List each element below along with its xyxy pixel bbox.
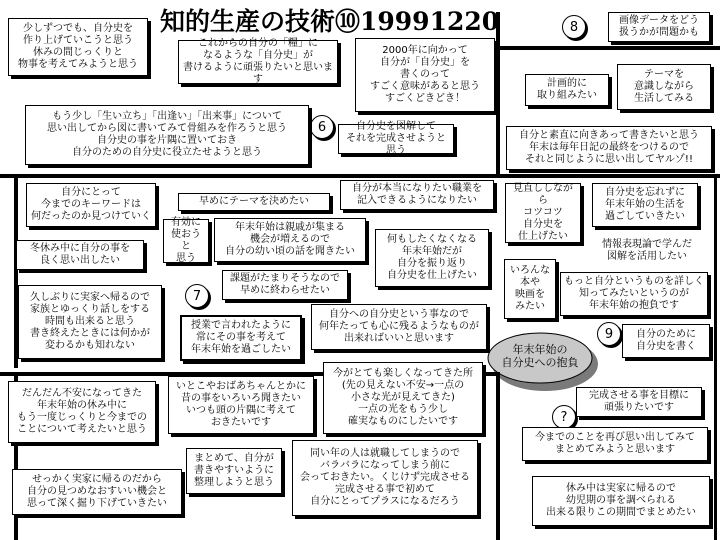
- note-box-highlighted: 授業で言われたように 常にその事を考えて 年末年始を過ごしたい: [180, 315, 302, 361]
- note-box: 情報表現論で学んだ 図解を活用したい: [588, 236, 706, 266]
- note-box: いろんな 本や 映画を みたい: [504, 259, 556, 319]
- note-box: 自分にとって 今までのキーワードは 何だったのか見つけていく: [26, 183, 156, 227]
- note-box: 久しぶりに実家へ帰るので 家族とゆっくり話しをする 時間も出来ると思う 書き終えたときには何かが 変わるかも知れない: [18, 285, 162, 359]
- marker-7: 7: [185, 284, 209, 308]
- note-box: 見直ししながら コツコツ 自分史を 仕上げたい: [505, 183, 581, 243]
- page-title: 知的生産の技術⑩19991220: [160, 7, 500, 36]
- note-box: いとこやおばあちゃんとかに 昔の事をいろいろ聞きたい いつも頭の片隅に考えて おきたいです: [168, 376, 314, 434]
- note-box: もう少し「生い立ち」「出逢い」「出来事」について 思い出してから図に書いてみて骨組みを作ろうと思う 自分史の事を片隅に置いておき 自分のための自分史に役立たせようと思う: [25, 105, 309, 165]
- note-box: 完成させる事を目標に 頑張りたいです: [576, 387, 702, 417]
- note-box: 年末年始は親戚が集まる 機会が増えるので 自分の幼い頃の話を聞きたい: [214, 218, 366, 262]
- marker-question: ?: [552, 405, 576, 429]
- center-topic: 年末年始の 自分史への抱負: [501, 343, 579, 369]
- note-box: 自分史を図解して それを完成させようと思う: [338, 124, 454, 154]
- marker-9: 9: [597, 322, 621, 346]
- divider-horizontal-middle: [0, 174, 720, 178]
- note-box: 同い年の人は就職してしまうので バラバラになってしまう前に 会っておきたい。くじけず完成させる 完成させる事で初めて 自分にとってプラスになるだろう: [292, 440, 478, 516]
- note-box: 課題がたまりそうなので 早めに終わらせたい: [222, 270, 348, 300]
- marker-8: 8: [562, 15, 586, 39]
- divider-vertical-right-edge: [714, 178, 717, 540]
- note-box: 休み中は実家に帰るので 幼児期の事を調べられる 出来る限りこの期間でまとめたい: [532, 476, 710, 526]
- note-box: 早めにテーマを決めたい: [178, 193, 330, 211]
- note-box: 自分のために 自分史を書く: [622, 324, 710, 358]
- divider-vertical-right-lower: [496, 376, 500, 540]
- note-box: これからの自分の「糧」に なるような「自分史」が 書けるように頑張りたいと思います: [178, 40, 338, 84]
- divider-horizontal-top-right: [500, 46, 720, 50]
- note-box: 有効に 使おうと 思う: [163, 219, 209, 263]
- note-box: 今がとても楽しくなってきた所 (先の見えない不安→一点の 小さな光が見えてきた) 一点の光をもう少し 確実なものにしたいです: [323, 362, 483, 434]
- note-box: 自分が本当になりたい職業を 記入できるようになりたい: [340, 180, 494, 210]
- note-box: せっかく実家に帰るのだから 自分の見つめなおすいい機会と 思って深く掘り下げていきたい: [12, 469, 182, 515]
- note-box: 自分と素直に向きあって書きたいと思う 年末は毎年日記の最終をつけるので それと同じように思い出してヤルゾ!!: [506, 126, 712, 170]
- note-box: まとめて、自分が 書きやすいように 整理しようと思う: [186, 448, 282, 494]
- note-box: 画像データをどう 扱うかが問題かも: [608, 12, 710, 42]
- note-box: 計画的に 取り組みたい: [525, 74, 609, 106]
- note-box: 少しずつでも、自分史を 作り上げていこうと思う 休みの間じっくりと 物事を考えてみようと思う: [8, 18, 148, 76]
- note-box: 今までのことを再び思い出してみて まとめてみようと思います: [522, 427, 708, 461]
- note-box: 自分史を忘れずに 年末年始の生活を 過ごしていきたい: [592, 183, 698, 227]
- note-box: 冬休み中に自分の事を 良く思い出したい: [16, 240, 144, 270]
- note-box: 2000年に向かって 自分が「自分史」を 書くのって すごく意味があると思う すごくどきどき！: [355, 38, 495, 112]
- marker-6: 6: [310, 115, 334, 139]
- note-box: だんだん不安になってきた 年末年始の休み中に もう一度じっくりと今までの ことについて考えたいと思う: [8, 381, 156, 443]
- note-box: 自分への自分史という事なので 何年たっても心に残るようなものが 出来ればいいと思います: [311, 304, 487, 350]
- note-box: もっと自分というものを詳しく 知ってみたいというのが 年末年始の抱負です: [560, 272, 708, 316]
- note-box: テーマを 意識しながら 生活してみる: [617, 64, 711, 110]
- note-box: 何もしたくなくなる 年末年始だが 自分を振り返り 自分史を仕上げたい: [375, 229, 489, 287]
